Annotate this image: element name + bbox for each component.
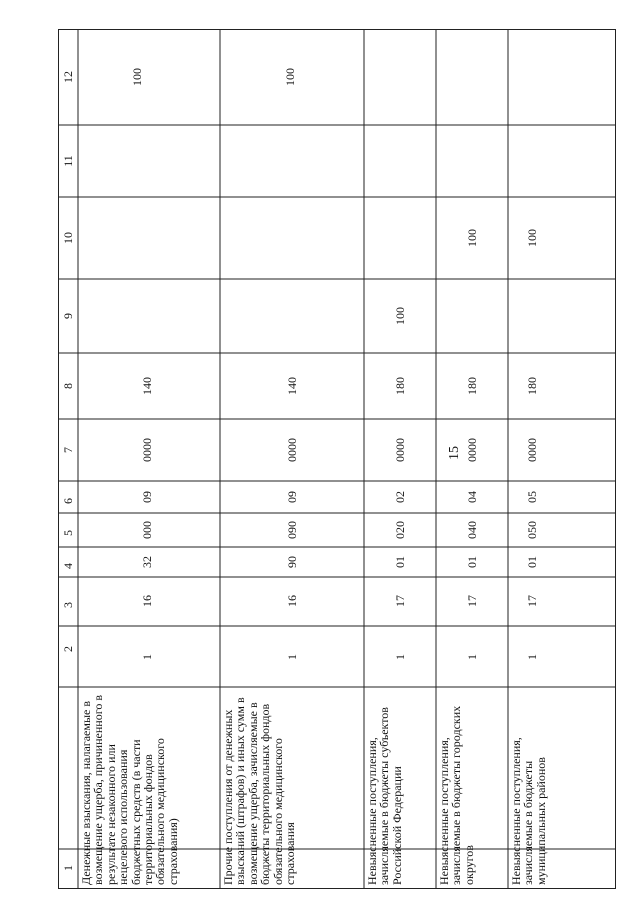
row-2-c2: 1 [285,654,299,660]
row-3-c10 [393,224,407,252]
column-header-1: 1 [61,865,75,871]
row-1-c4: 32 [140,556,154,568]
row-1-c7: 0000 [140,438,154,462]
row-1-c9 [140,302,154,330]
row-2-c3: 16 [285,595,299,607]
column-header-4: 4 [61,563,75,569]
row-4-c11 [465,147,479,175]
column-header-2: 2 [61,646,75,652]
column-header-8: 8 [61,383,75,389]
row-5-c12 [525,63,539,91]
row-2-c12: 100 [283,68,297,86]
row-4-c9 [465,302,479,330]
row-1-c8: 140 [140,377,154,395]
row-2-c6: 09 [285,491,299,503]
column-header-11: 11 [61,155,75,167]
row-2-c11 [285,147,299,175]
column-header-12: 12 [61,71,75,83]
row-5-c6: 05 [525,491,539,503]
row-5-c2: 1 [525,654,539,660]
row-3-c2: 1 [393,654,407,660]
row-2-c8: 140 [285,377,299,395]
rotated-table [58,29,616,889]
row-2-c10 [285,224,299,252]
row-2-c5: 090 [285,521,299,539]
row-4-c5: 040 [465,521,479,539]
row-2-name: Прочие поступления от денежных взысканий (штрафов) и иных сумм в возмещение ущерба, зачисляемые в бюджеты территориальных фондов обязательного медицинского страхования [221,697,298,885]
column-header-7: 7 [61,447,75,453]
row-3-c5: 020 [393,521,407,539]
row-4-c8: 180 [465,377,479,395]
row-4-c2: 1 [465,654,479,660]
row-4-c10: 100 [465,229,479,247]
row-3-name: Невыясненные поступления, зачисляемые в бюджеты субъектов Российской Федерации [365,707,404,885]
column-header-10: 10 [61,232,75,244]
row-2-c9 [285,302,299,330]
row-1-c10 [140,224,154,252]
row-1-c11 [140,147,154,175]
row-3-c7: 0000 [393,438,407,462]
row-1-c6: 09 [140,491,154,503]
row-1-c12: 100 [130,68,144,86]
row-3-c4: 01 [393,556,407,568]
row-5-c10: 100 [525,229,539,247]
row-1-name: Денежные взыскания, налагаемые в возмещение ущерба, причиненного в результате незаконного или нецелевого использования бюджетных средств (в части территориальных фондов обязательного медицинского страхования) [79,695,180,885]
row-4-c3: 17 [465,595,479,607]
row-5-c3: 17 [525,595,539,607]
row-1-c5: 000 [140,521,154,539]
row-5-c11 [525,147,539,175]
row-3-c8: 180 [393,377,407,395]
page-number: 15 [447,446,462,460]
row-3-c12 [393,63,407,91]
row-4-c6: 04 [465,491,479,503]
row-5-c7: 0000 [525,438,539,462]
column-header-9: 9 [61,313,75,319]
row-4-name: Невыясненные поступления, зачисляемые в бюджеты городских округов [437,705,476,885]
column-header-3: 3 [61,602,75,608]
row-3-c11 [393,147,407,175]
row-3-c9: 100 [393,307,407,325]
row-2-c4: 90 [285,556,299,568]
row-1-c2: 1 [140,654,154,660]
row-5-c5: 050 [525,521,539,539]
row-1-c3: 16 [140,595,154,607]
row-4-c12 [465,63,479,91]
row-5-c9 [525,302,539,330]
row-5-c4: 01 [525,556,539,568]
row-4-c4: 01 [465,556,479,568]
row-3-c6: 02 [393,491,407,503]
column-header-5: 5 [61,530,75,536]
column-header-6: 6 [61,498,75,504]
row-5-c8: 180 [525,377,539,395]
row-3-c3: 17 [393,595,407,607]
row-4-c7: 0000 [465,438,479,462]
row-5-name: Невыясненные поступления, зачисляемые в бюджеты муниципальных районов [509,737,548,885]
row-2-c7: 0000 [285,438,299,462]
